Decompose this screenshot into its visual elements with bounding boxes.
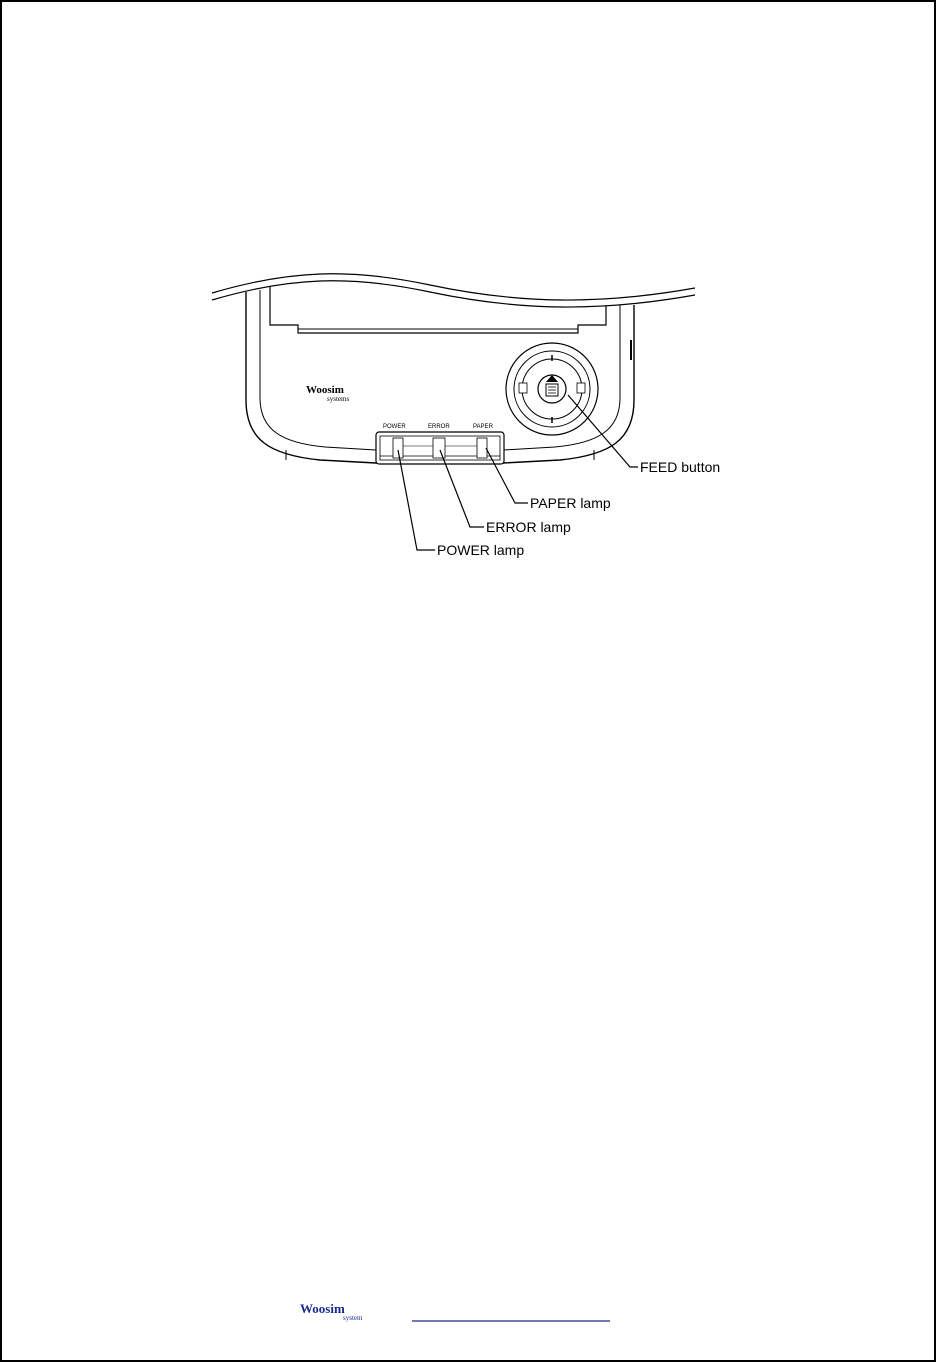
power-lamp (393, 438, 403, 458)
lamp-panel (376, 432, 504, 464)
callout-error-lamp: ERROR lamp (486, 519, 571, 535)
device-logo-text: Woosim (306, 384, 344, 396)
callout-feed-button: FEED button (640, 459, 721, 475)
paper-lamp (477, 438, 487, 458)
panel-label-paper: PAPER (473, 424, 493, 430)
paper-bottom-edge (212, 281, 695, 307)
feed-button[interactable] (506, 343, 598, 435)
device-logo-subtext: systems (327, 395, 350, 403)
footer-logo-subtext: system (343, 1314, 363, 1322)
callout-paper-lamp: PAPER lamp (530, 495, 611, 511)
error-lamp (433, 438, 445, 458)
callout-power-lamp: POWER lamp (437, 542, 525, 558)
power-lamp-leader (398, 450, 435, 550)
panel-label-power: POWER (383, 424, 406, 430)
footer-logo: Woosim (300, 1301, 345, 1316)
panel-label-error: ERROR (428, 424, 450, 430)
